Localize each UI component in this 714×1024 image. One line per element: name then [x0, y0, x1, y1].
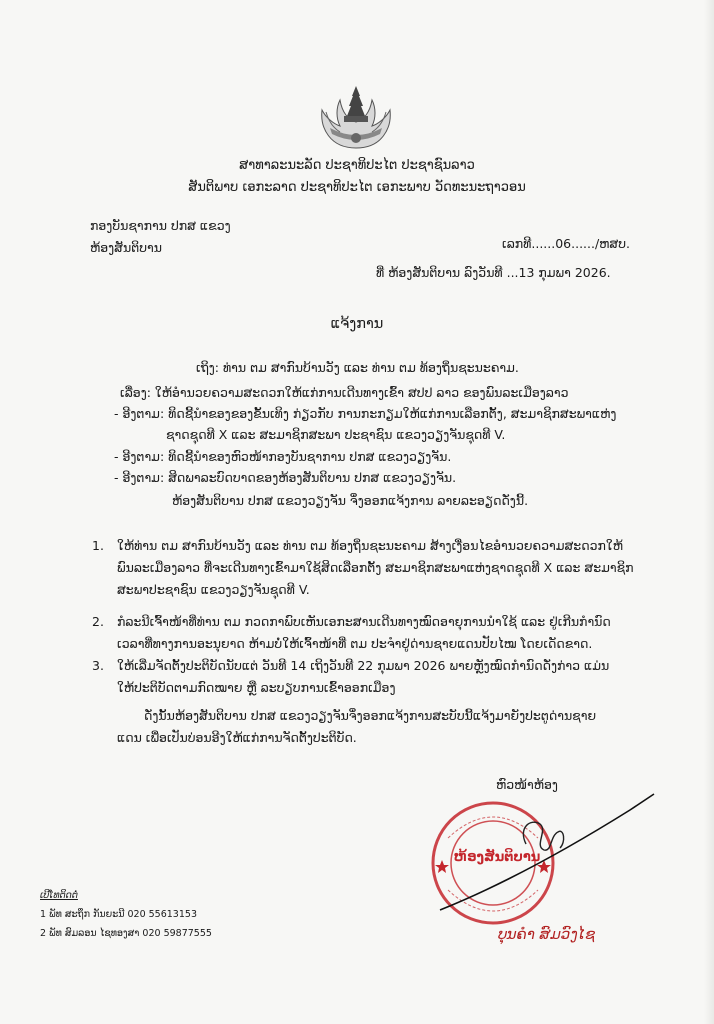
recipient-line: ເຖິງ: ທ່ານ ຕມ ສາກົນບ້ານວັງ ແລະ ທ່ານ ຕມ ທ້ອງຖິ່ນຊະນະຄາມ.	[196, 360, 519, 375]
item-line: ເວລາທີ່ທາງການອະນຸຍາດ ຫ້າມບໍ່ໃຫ້ເຈົ້າໜ້າທີ່ ຕມ ປະຈຳຢູ່ດ່ານຊາຍແດນປັບໄໝ ໂດຍເດັດຂາດ.	[117, 636, 593, 651]
stamp-label: ຫ້ອງສັນຕິບານ	[453, 850, 541, 865]
closing-line: ແດນ ເພື່ອເປັນບ່ອນອີງໃຫ້ແກ່ການຈັດຕັ້ງປະຕິບັດ.	[117, 730, 357, 745]
page-edge-shadow	[704, 0, 714, 1024]
closing-line: ດັ່ງນັ້ນຫ້ອງສັນຕິບານ ປກສ ແຂວງວຽງຈັນຈຶ່ງອອກແຈ້ງການສະບັບນີ້ແຈ້ງມາຍັງປະຕູດ່ານຊາຍ	[144, 708, 597, 723]
contacts-heading: ເບີໂທຕິດຕໍ່	[40, 890, 78, 901]
subject-line: ເລື່ອງ: ໃຫ້ອຳນວຍຄວາມສະດວກໃຫ້ແກ່ການເດີນທາງເຂົ້າ ສປປ ລາວ ຂອງພົນລະເມືອງລາວ	[120, 385, 569, 400]
handwritten-signature-icon	[430, 780, 660, 920]
sender-office: ກອງບັນຊາການ ປກສ ແຂວງ	[90, 218, 231, 233]
signer-title: ຫົວໜ້າຫ້ອງ	[496, 777, 558, 792]
item-line: ສະພາປະຊາຊົນ ແຂວງວຽງຈັນຊຸດທີ V.	[117, 582, 310, 597]
national-emblem-icon	[316, 82, 396, 150]
item-number: 1.	[92, 538, 104, 553]
item-line: ກໍລະນີເຈົ້າໜ້າທີ່ທ່ານ ຕມ ກວດກາພົບເຫັນເອກະສານເດີນທາງໝົດອາຍຸການນຳໃຊ້ ແລະ ຢູ່ເກີນກຳນົດ	[117, 614, 611, 629]
reference-item: - ອີງຕາມ: ທິດຊີ້ນຳຂອງຂອງຂັ້ນເທິງ ກ່ຽວກັບ ການກະກຽມໃຫ້ແກ່ການເລືອກຕັ້ງ, ສະມາຊິກສະພາແຫ່ງ	[114, 406, 617, 421]
header-country: ສາທາລະນະລັດ ປະຊາທິປະໄຕ ປະຊາຊົນລາວ	[239, 158, 475, 173]
reference-number: ເລກທີ......06....../ຫສບ.	[502, 236, 630, 251]
item-line: ພົນລະເມືອງລາວ ທີ່ຈະເດີນທາງເຂົ້າມາໃຊ້ສິດເລືອກຕັ້ງ ສະມາຊິກສະພາແຫ່ງຊາດຊຸດທີ X ແລະ ສະມາຊິກ	[117, 560, 634, 575]
item-number: 3.	[92, 658, 104, 673]
reference-intro: ຫ້ອງສັນຕິບານ ປກສ ແຂວງວຽງຈັນ ຈຶ່ງອອກແຈ້ງການ ລາຍລະອຽດດັ່ງນີ້.	[172, 493, 529, 508]
place-date: ທີ່ ຫ້ອງສັນຕິບານ ລົງວັນທີ ...13 ກຸມພາ 2026.	[376, 265, 611, 280]
item-line: ໃຫ້ເລີ່ມຈັດຕັ້ງປະຕິບັດນັບແຕ່ ວັນທີ 14 ເຖິງວັນທີ 22 ກຸມພາ 2026 ພາຍຫຼັງໝົດກຳນົດດັ່ງກ່າວ ແມ່ນ	[117, 658, 610, 673]
reference-item: - ອີງຕາມ: ທິດຊີ້ນຳຂອງຫົວໜ້າກອງບັນຊາການ ປກສ ແຂວງວຽງຈັນ.	[114, 449, 452, 464]
signer-name: ບຸນຄຳ ສົມວົງໄຊ	[498, 925, 596, 943]
item-line: ໃຫ້ທ່ານ ຕມ ສາກົນບ້ານວັງ ແລະ ທ່ານ ຕມ ທ້ອງຖິ່ນຊະນະຄາມ ສ້າງເງື່ອນໄຂອຳນວຍຄວາມສະດວກໃຫ້	[117, 538, 623, 553]
reference-item: ຊາດຊຸດທີ X ແລະ ສະມາຊິກສະພາ ປະຊາຊົນ ແຂວງວຽງຈັນຊຸດທີ V.	[166, 427, 506, 442]
document-title: ແຈ້ງການ	[330, 316, 384, 332]
item-line: ໃຫ້ປະຕິບັດຕາມກົດໝາຍ ຫຼື ລະບຽບການເຂົ້າອອກເມືອງ	[117, 680, 396, 695]
header-motto: ສັນຕິພາບ ເອກະລາດ ປະຊາທິປະໄຕ ເອກະພາບ ວັດທະນະຖາວອນ	[188, 180, 526, 195]
contact-line: 1 ພັທ ສະຖຶກ ກັນຍະນີ 020 55613153	[40, 909, 197, 920]
reference-item: - ອີງຕາມ: ສິດພາລະບົດບາດຂອງຫ້ອງສັນຕິບານ ປກສ ແຂວງວຽງຈັນ.	[114, 470, 457, 485]
contact-line: 2 ພັທ ສົມລອນ ໄຊທອງສາ 020 59877555	[40, 928, 212, 939]
item-number: 2.	[92, 614, 104, 629]
sender-department: ຫ້ອງສັນຕິບານ	[90, 240, 163, 255]
